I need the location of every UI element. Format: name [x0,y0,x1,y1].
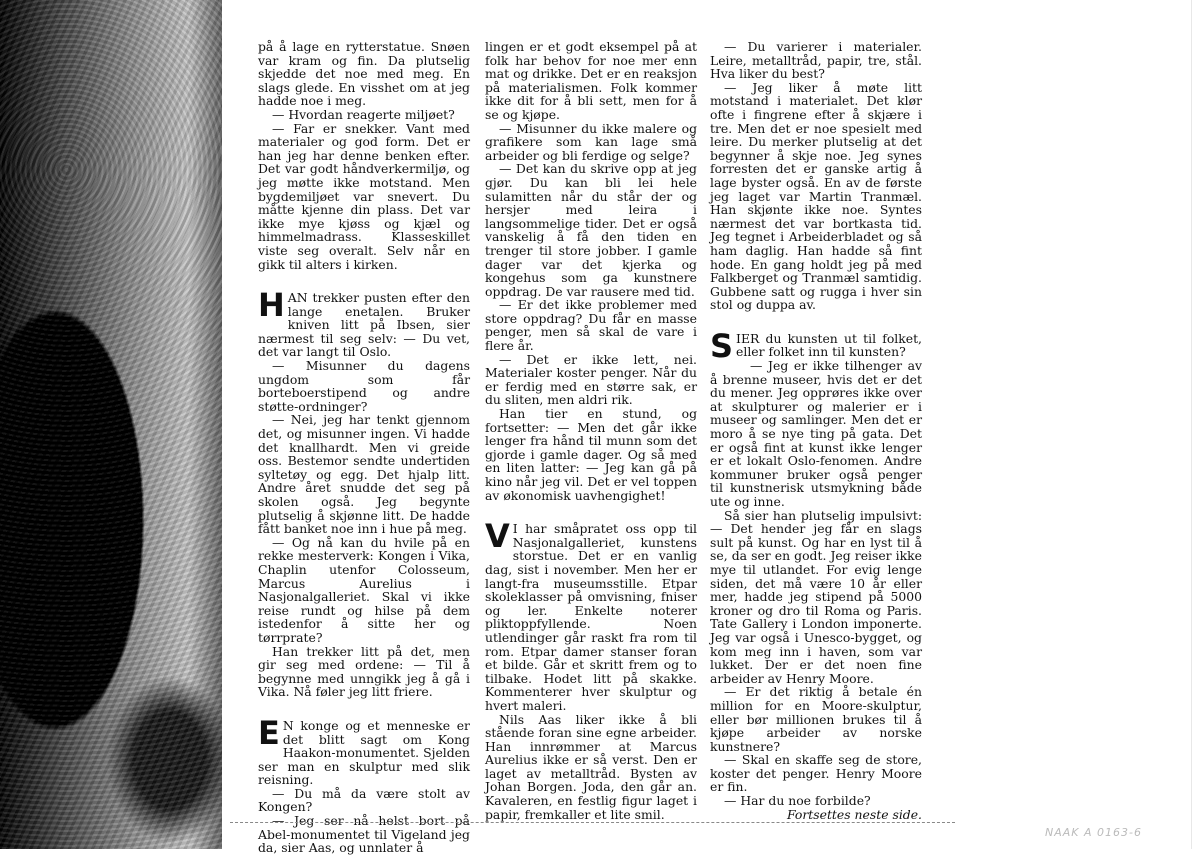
paragraph [258,713,470,788]
paragraph [258,645,470,699]
paragraph [258,108,470,122]
paragraph-text: — Og nå kan du hvile på en rekke mesterverk: Kongen i Vika, Chaplin utenfor Colosseum, Marcus Aurelius i Nasjonalgalleriet. Skal vi ikke reise rundt og hilse på dem istedenfor å sitte her og tørrprate? [258,534,470,645]
paragraph [710,359,922,509]
paragraph-text: — Skal en skaffe seg de store, koster det penger. Henry Moore er fin. [710,752,922,795]
paragraph-text: N konge og et menneske er det blitt sagt om Kong Haakon-monumentet. Sjelden ser man en skulptur med slik reisning. [258,717,470,788]
paragraph [258,787,470,814]
paragraph-text: lingen er et godt eksempel på at folk har behov for noe mer enn mat og drikke. Det er en reaksjon på materialismen. Folk kommer ikke dit for å bli sett, men for å se og kjøpe. [485,39,697,122]
paragraph [710,753,922,794]
paragraph-text: — Det er ikke lett, nei. Materialer koster penger. Når du er ferdig med en større sak, er du sliten, men aldri rik. [485,351,697,408]
paragraph [258,122,470,272]
continued-note: Fortsettes neste side. [786,806,922,822]
photograph-sculptor [0,0,222,849]
paragraph-text: — Er det riktig å betale én million for en Moore-skulptur, eller bør millionen brukes til å kjøpe arbeider av norske kunstnere? [710,684,922,754]
paragraph [258,536,470,645]
paragraph [258,359,470,413]
paragraph [258,814,470,855]
paragraph-text: Han trekker litt på det, men gir seg med ordene: — Til å begynne med unngikk jeg å gå i Vika. Nå føler jeg litt friere. [258,643,470,700]
paragraph [258,40,470,108]
paragraph-text: på å lage en rytterstatue. Snøen var kram og fin. Da plutselig skjedde det noe med meg. En slags glede. En visshet om at jeg hadde noe i meg. [258,39,470,109]
drop-cap: H [258,286,285,325]
paragraph-text: — Jeg liker å møte litt motstand i materialet. Det klør ofte i fingrene efter å skjære i tre. Men det er noe spesielt med leire. Du merker plutselig at det begynner å skje noe. Jeg synes forresten det er ganske artig å lage byster også. En av de første jeg laget var Martin Tranmæl. Han skjønte ikke noe. Syntes nærmest det var bortkasta tid. Jeg tegnet i Arbeiderbladet og så ham daglig. Han hadde så fint hode. En gang holdt jeg på med Falkberget og Tranmæl samtidig. Gubbene satt og rugga i hver sin stol og duppa av. [710,79,922,313]
paragraph-text: IER du kunsten ut til folket, eller folket inn til kunsten? [736,330,922,360]
archive-reference: NAAK A 0163-6 [1045,826,1142,839]
article-column-3 [710,40,922,830]
paragraph-text: Så sier han plutselig impulsivt: — Det hender jeg får en slags sult på kunst. Og har en lyst til å se, da ser en godt. Jeg reiser ikke mye til utlandet. For evig lenge siden, det må være 10 år eller mer, hadde jeg stipend på 5000 kroner og dro til Roma og Paris. Tate Gallery i London imponerte. Jeg var også i Unesco-bygget, og kom meg inn i haven, som var lukket. Der er det noen fine arbeider av Henry Moore. [710,507,922,686]
paragraph-text: — Far er snekker. Vant med materialer og god form. Det er han jeg har denne benken efter. Det var godt håndverkermiljø, og jeg møtte ikke motstand. Men bygdemiljøet var snevert. Du måtte kjenne din plass. Det var ikke mye kjøss og kjæl og himmelmadrass. Klasseskillet viste seg overalt. Selv når en gikk til alters i kirken. [258,120,470,272]
article-column-1 [258,39,470,855]
paragraph [485,162,697,298]
paragraph-text: — Misunner du ikke malere og grafikere som kan lage små arbeider og bli ferdige og selge? [485,120,697,163]
bottom-rule [230,822,955,823]
paragraph-text: AN trekker pusten efter den lange enetalen. Bruker kniven litt på Ibsen, sier nærmest til seg selv: — Du vet, det var langt til Oslo. [258,290,470,360]
paragraph-text: — Jeg er ikke tilhenger av å brenne museer, hvis det er det du mener. Jeg opprøres ikke over at skulpturer og malerier er i museer og samlinger. Men det er moro å se nye ting på gata. Det er også fint at kunst ikke lenger er et lokalt Oslo-fenomen. Andre kommuner bruker også penger til kunstnerisk utsmykning både ute og inne. [710,358,922,509]
paragraph-text: — Du må da være stolt av Kongen? [258,785,470,815]
paragraph [485,517,697,713]
paragraph-text: — Er det ikke problemer med store oppdrag? Du får en masse penger, men så skal de vare i flere år. [485,297,697,354]
paragraph-text: — Har du noe forbilde? [724,793,871,809]
paragraph-text: I har småpratet oss opp til Nasjonalgalleriet, kunstens storstue. Det er en vanlig dag, sist i november. Men her er langt-fra museumsstille. Etpar skoleklasser på omvisning, fniser og ler. Enkelte noterer pliktoppfyllende. Noen utlendinger går raskt fra rom til rom. Etpar damer stanser foran et bilde. Går et skritt frem og to tilbake. Hodet litt på skakke. Kommenterer hver skulptur og hvert maleri. [485,521,697,713]
paragraph [485,407,697,502]
paragraph [485,122,697,163]
page-edge [1191,0,1192,849]
paragraph [710,794,922,808]
drop-cap: S [710,326,734,365]
paragraph [485,40,697,122]
article-column-2 [485,40,697,830]
drop-cap: V [485,517,510,556]
paragraph-text: Han tier en stund, og fortsetter: — Men det går ikke lenger fra hånd til munn som det gjorde i gamle dager. Og så med en liten latter: — Jeg kan gå på kino når jeg vil. Det er vel toppen av økonomisk uavhengighet! [485,406,697,503]
paragraph-text: — Du varierer i materialer. Leire, metalltråd, papir, tre, stål. Hva liker du best? [710,39,922,82]
paragraph [710,685,922,753]
paragraph-text: — Nei, jeg har tenkt gjennom det, og misunner ingen. Vi hadde det knallhardt. Men vi greide oss. Bestemor sendte undertiden syltetøy og egg. Det hjalp litt. Andre året snudde det seg på skolen også. Jeg begynte plutselig å skjønne litt. De hadde fått banket noe inn i hue på meg. [258,412,470,537]
paragraph [258,413,470,535]
drop-cap: E [258,713,280,752]
paragraph [485,298,697,352]
paragraph [485,353,697,407]
paragraph-text: — Jeg ser nå helst bort på Abel-monumentet til Vigeland jeg da, sier Aas, og unnlater å [258,813,470,855]
paragraph [710,40,922,81]
paragraph [710,326,922,365]
paragraph-text: — Det kan du skrive opp at jeg gjør. Du kan bli lei hele sulamitten når du står der og hersjer med leira i langsommelige tider. Det er også vanskelig å få den tiden en trenger til store jobber. I gamle dager var det kjerka og kongehus som ga kunstnere oppdrag. De var rausere med tid. [485,161,697,299]
paragraph-text: Nils Aas liker ikke å bli stående foran sine egne arbeider. Han innrømmer at Marcus Aurelius ikke er så verst. Den er laget av metalltråd. Bysten av Johan Borgen. Joda, den går an. Kavaleren, en festlig figur laget i papir, fremkaller et lite smil. [485,711,697,822]
paragraph [710,509,922,686]
paragraph-text: — Hvordan reagerte miljøet? [272,106,455,122]
paragraph-text: — Misunner du dagens ungdom som får borteboerstipend og andre støtte-ordninger? [258,358,470,414]
paragraph [710,81,922,312]
paragraph [258,286,470,360]
paragraph [485,713,697,822]
